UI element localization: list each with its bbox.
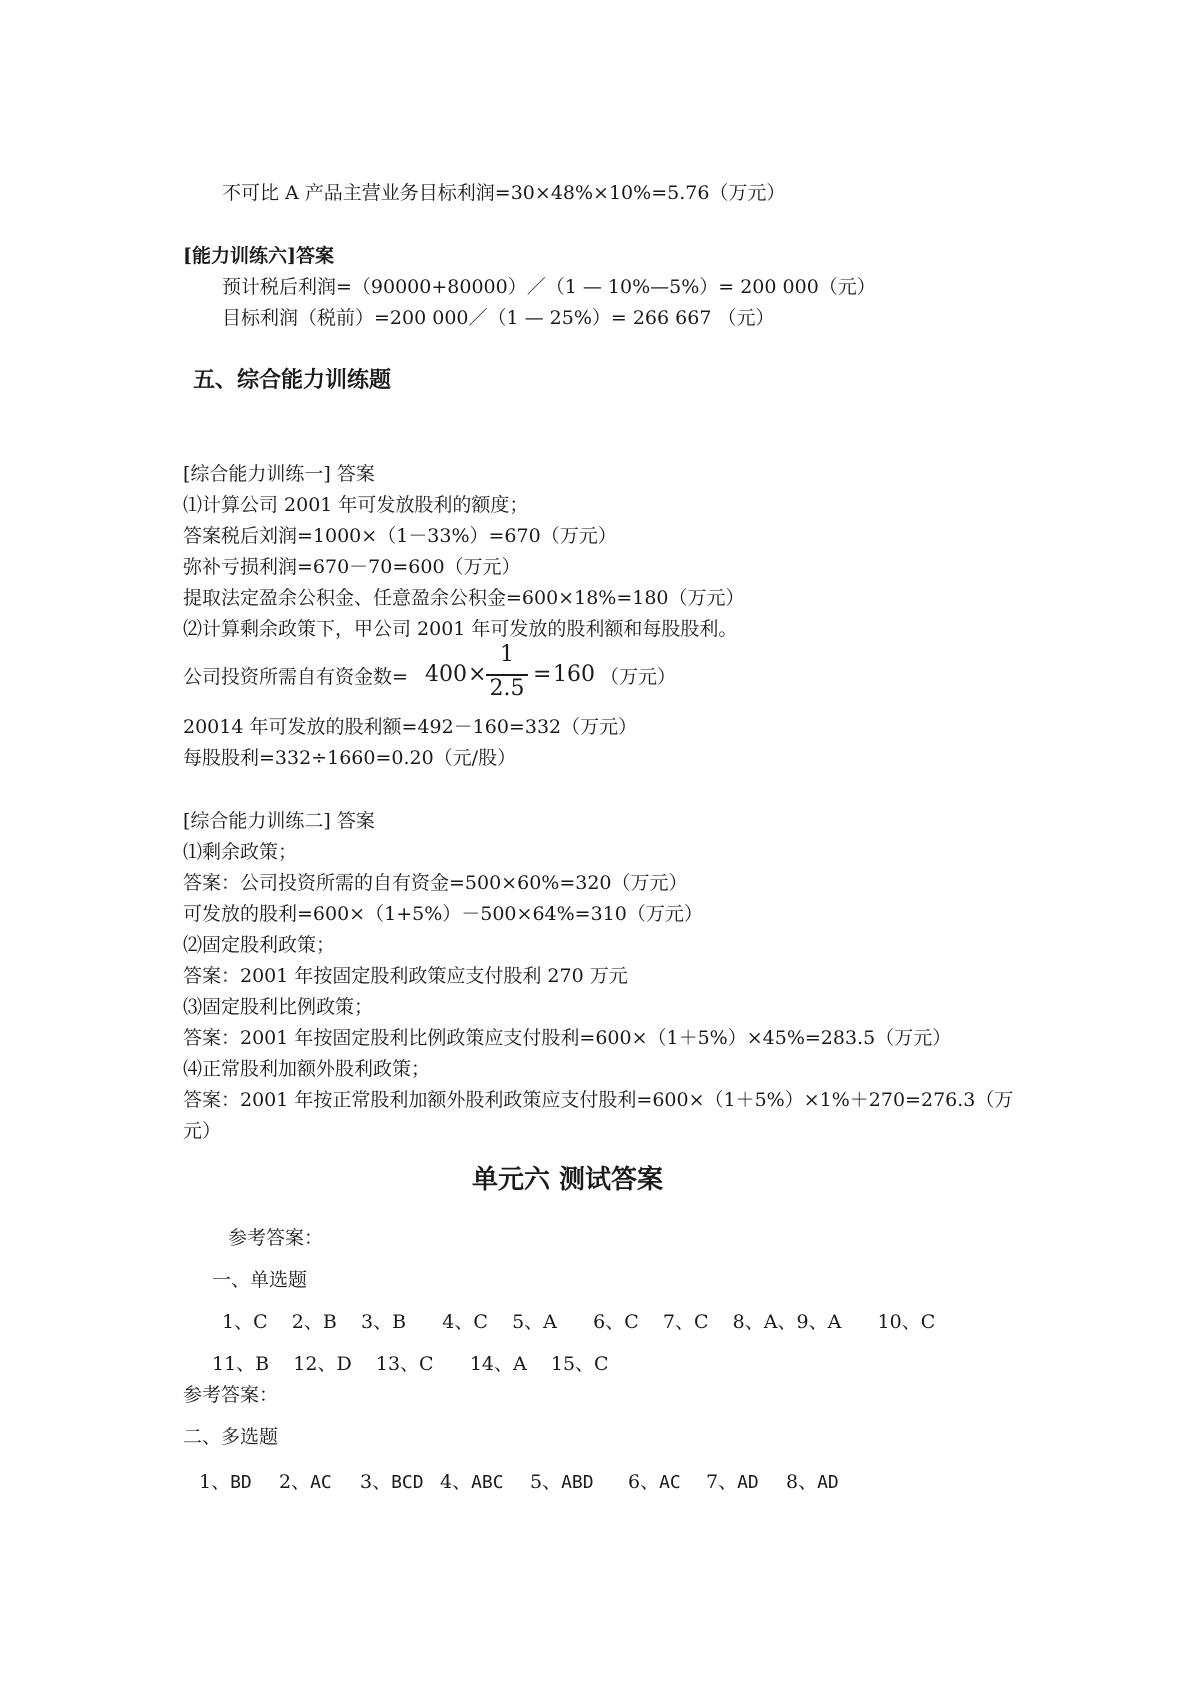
line-q1-7: 每股股利=332÷1660=0.20（元/股） [183, 747, 517, 769]
ref-answer-label-2: 参考答案： [183, 1384, 279, 1406]
answer-value: AD [817, 1472, 839, 1493]
line-q2-9: 答案：2001 年按正常股利加额外股利政策应支付股利=600×（1＋5%）×1%＋270=276.3（万 [183, 1089, 1014, 1111]
line-q1-5: ⑵计算剩余政策下，甲公司 2001 年可发放的股利额和每股股利。 [183, 618, 738, 640]
formula-prefix: 公司投资所需自有资金数= [183, 666, 408, 688]
line-q2-10: 元） [183, 1120, 222, 1142]
single-choice-answers-1: 1、C 2、B 3、B 4、C 5、A 6、C 7、C 8、A、9、A 10、C [222, 1311, 936, 1333]
formula-a: 400 [425, 662, 467, 687]
answer-value: AC [310, 1472, 332, 1493]
single-choice-answers-2: 11、B 12、D 13、C 14、A 15、C [212, 1353, 609, 1375]
multi-answer-item [530, 1470, 594, 1495]
line-q1-6: 20014 年可发放的股利额=492－160=332（万元） [183, 716, 638, 738]
unit-title: 单元六 测试答案 [472, 1165, 664, 1195]
formula-denominator: 2.5 [489, 676, 525, 701]
answer-value: AD [737, 1472, 759, 1493]
line-q2-8: ⑷正常股利加额外股利政策； [183, 1058, 431, 1080]
line-q2-3: 可发放的股利=600×（1+5%）－500×64%=310（万元） [183, 903, 703, 925]
formula-numerator: 1 [500, 642, 514, 667]
multi-answer-item [360, 1470, 424, 1495]
heading-comprehensive-2: [综合能力训练二] 答案 [183, 810, 375, 832]
line-q2-5: 答案：2001 年按固定股利政策应支付股利 270 万元 [183, 965, 628, 987]
answer-number: 1、 [199, 1471, 231, 1493]
formula-eq: = [533, 662, 552, 687]
multi-answer-item [628, 1470, 681, 1495]
formula-result: 160 [553, 662, 595, 687]
multi-answer-item [440, 1470, 504, 1495]
line-q2-4: ⑵固定股利政策； [183, 934, 336, 956]
line-q2-2: 答案：公司投资所需的自有资金=500×60%=320（万元） [183, 872, 688, 894]
line-target-profit-pretax: 目标利润（税前）=200 000／（1 — 25%）= 266 667 （元） [222, 307, 775, 329]
single-choice-heading: 一、单选题 [212, 1269, 308, 1291]
formula-times: × [468, 662, 487, 687]
ref-answer-label-1: 参考答案： [228, 1227, 324, 1249]
answer-number: 2、 [279, 1471, 311, 1493]
line-q1-2: 答案税后刘润=1000×（1－33%）=670（万元） [183, 525, 617, 547]
multi-answer-item [706, 1470, 759, 1495]
answer-number: 4、 [440, 1471, 472, 1493]
answer-value: ABD [561, 1472, 594, 1493]
section-heading-training-6: [能力训练六]答案 [183, 245, 334, 267]
line-noncomparable-profit: 不可比 A 产品主营业务目标利润=30×48%×10%=5.76（万元） [222, 182, 786, 204]
multi-answer-item [279, 1470, 332, 1495]
line-expected-after-tax-profit: 预计税后利润=（90000+80000）／（1 — 10%—5%）= 200 000（元） [222, 276, 876, 298]
answer-number: 5、 [530, 1471, 562, 1493]
line-q1-4: 提取法定盈余公积金、任意盈余公积金=600×18%=180（万元） [183, 587, 745, 609]
answer-value: ABC [471, 1472, 504, 1493]
line-q2-1: ⑴剩余政策； [183, 841, 298, 863]
formula-unit: （万元） [600, 666, 677, 688]
answer-number: 7、 [706, 1471, 738, 1493]
line-q2-6: ⑶固定股利比例政策； [183, 996, 374, 1018]
answer-number: 8、 [786, 1471, 818, 1493]
line-q1-1: ⑴计算公司 2001 年可发放股利的额度； [183, 494, 529, 516]
multi-answer-item [199, 1470, 252, 1495]
heading-comprehensive-1: [综合能力训练一] 答案 [183, 463, 375, 485]
line-q2-7: 答案：2001 年按固定股利比例政策应支付股利=600×（1＋5%）×45%=283.5（万元） [183, 1027, 952, 1049]
answer-value: AC [659, 1472, 681, 1493]
multi-choice-heading: 二、多选题 [183, 1426, 279, 1448]
section-title-comprehensive: 五、综合能力训练题 [193, 367, 392, 393]
multi-answer-item [786, 1470, 839, 1495]
line-q1-3: 弥补亏损利润=670－70=600（万元） [183, 556, 521, 578]
answer-number: 3、 [360, 1471, 392, 1493]
answer-value: BCD [391, 1472, 424, 1493]
answer-number: 6、 [628, 1471, 660, 1493]
answer-value: BD [230, 1472, 252, 1493]
